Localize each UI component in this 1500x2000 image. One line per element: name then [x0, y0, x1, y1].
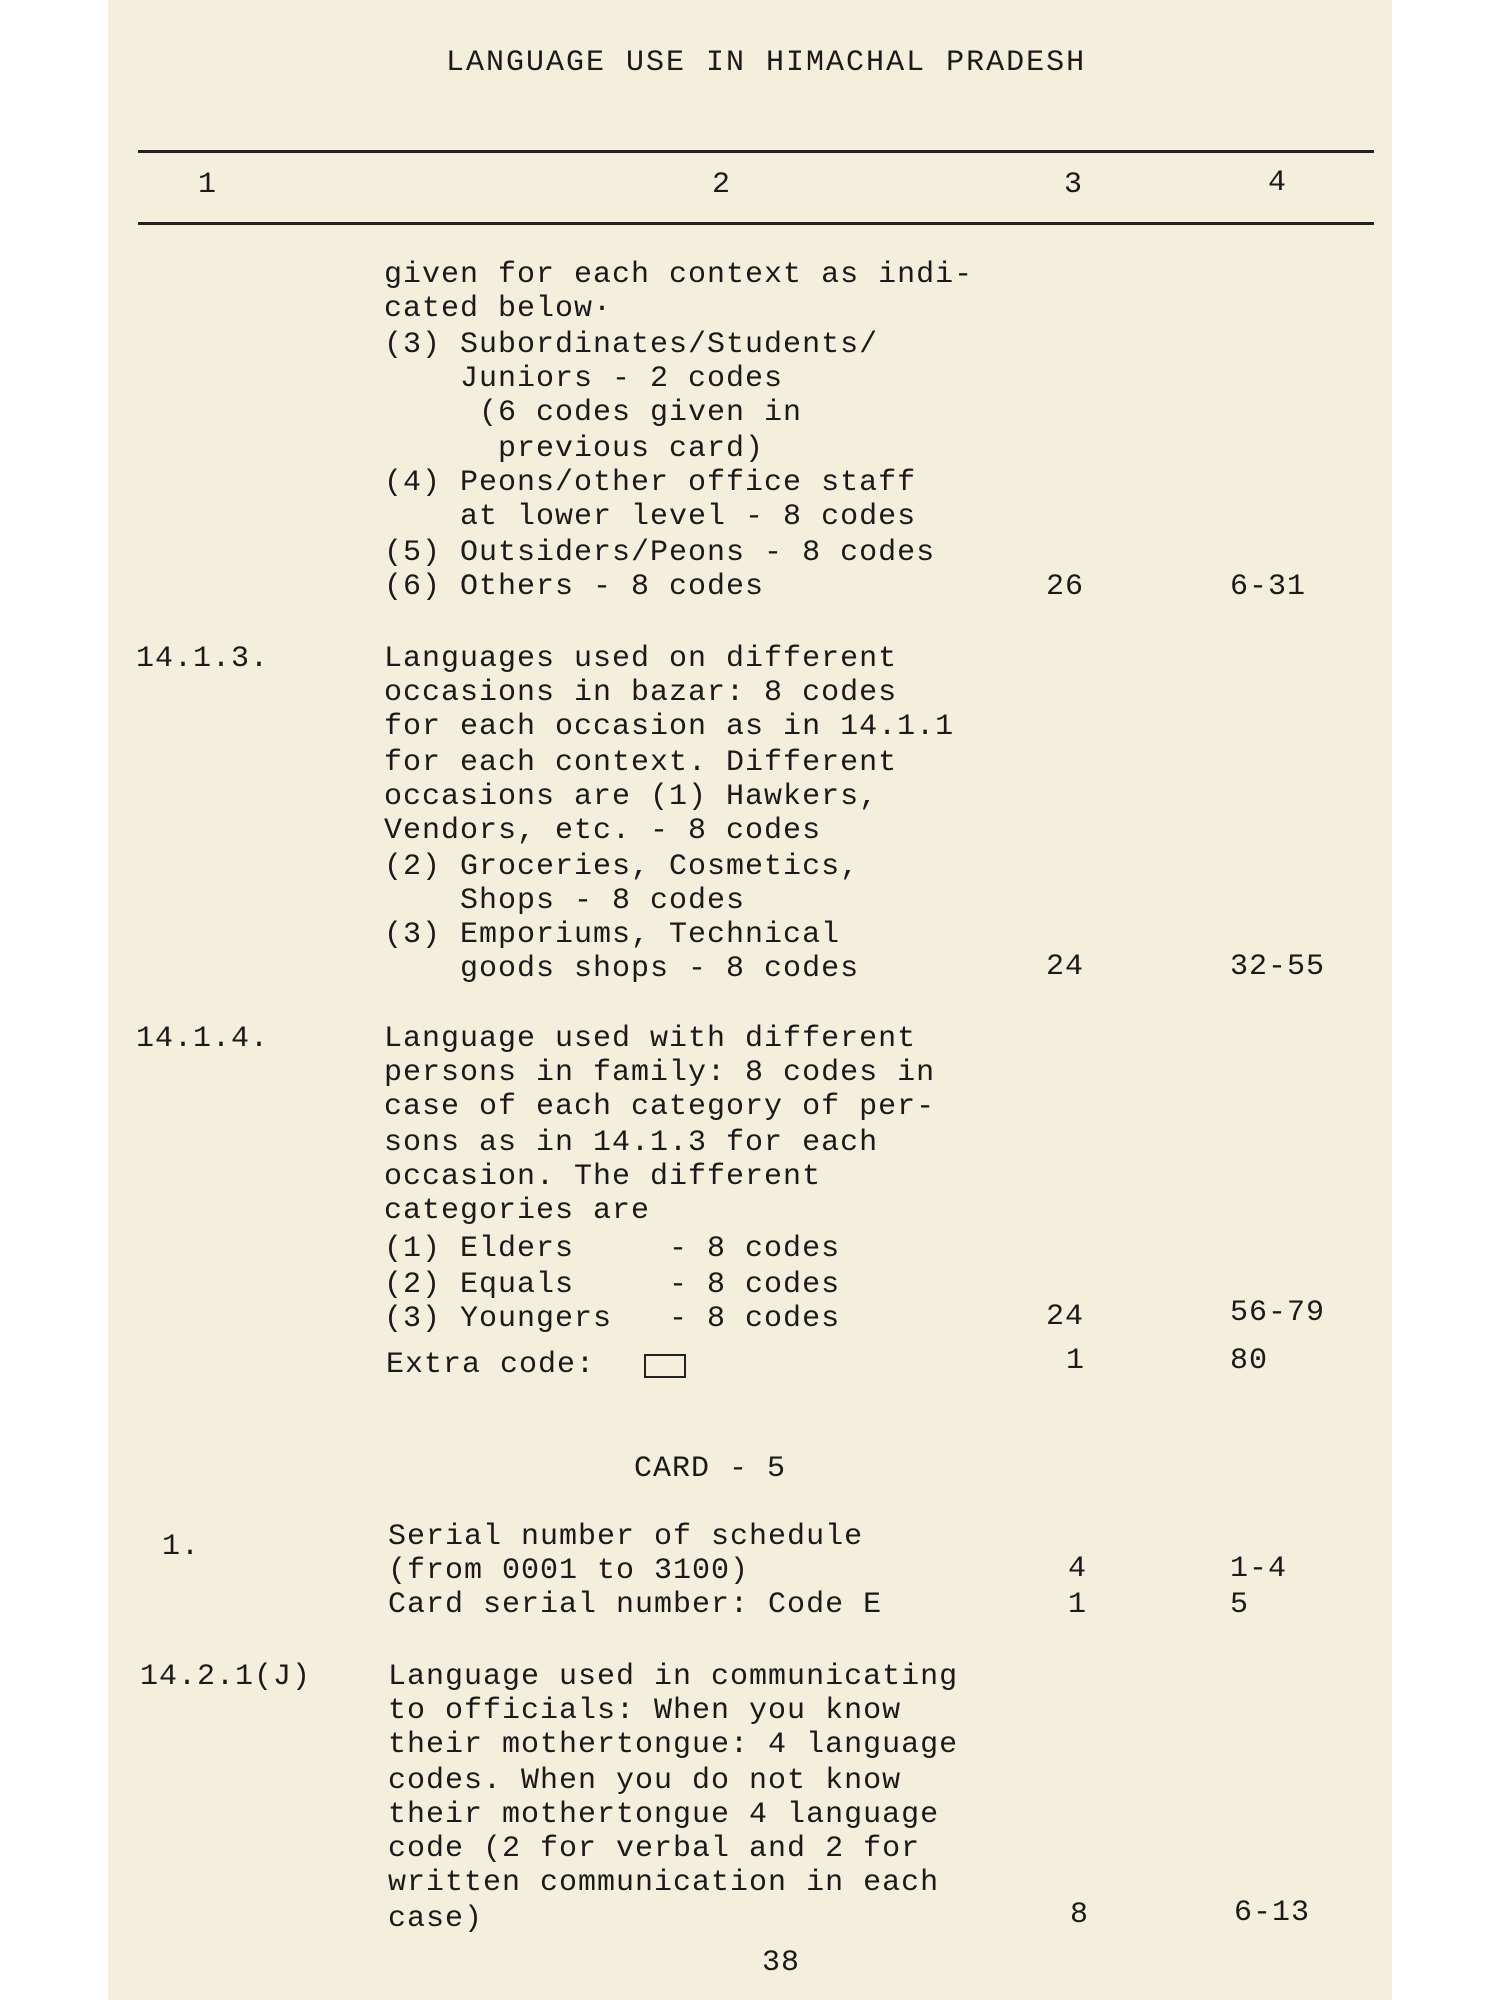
row-text-line: given for each context as indi- [384, 258, 974, 292]
extra-code-box [644, 1354, 686, 1378]
row-text-line: sons as in 14.1.3 for each [384, 1126, 879, 1160]
row-col3-value: 26 [1046, 570, 1085, 604]
card-row-col3-value: 1 [1068, 1588, 1088, 1622]
row-text-line: Juniors - 2 codes [384, 362, 784, 396]
row-text-line: (3) Youngers - 8 codes [384, 1302, 841, 1336]
page-number: 38 [762, 1946, 801, 1980]
row-text-line: Vendors, etc. - 8 codes [384, 814, 822, 848]
row-text-line: occasion. The different [384, 1160, 822, 1194]
page-title: LANGUAGE USE IN HIMACHAL PRADESH [446, 46, 1087, 80]
row-col3-value: 24 [1046, 1300, 1085, 1334]
card-row-text-line: Language used in communicating [388, 1660, 959, 1694]
row-text-line: goods shops - 8 codes [384, 952, 860, 986]
row-text-line: (2) Groceries, Cosmetics, [384, 850, 860, 884]
header-bottom-rule [138, 222, 1374, 225]
row-col4-value: 32-55 [1230, 950, 1326, 984]
row-code: 14.1.3. [136, 642, 270, 676]
column-header-1: 1 [198, 168, 218, 202]
row-text-line: previous card) [384, 432, 765, 466]
row-text-line: Languages used on different [384, 642, 898, 676]
row-text-line: (6 codes given in [384, 396, 803, 430]
card-row-code: 14.2.1(J) [140, 1660, 312, 1694]
card-row-col3-value: 4 [1068, 1552, 1088, 1586]
card-row-text-line: codes. When you do not know [388, 1764, 902, 1798]
row-text-line: (6) Others - 8 codes [384, 570, 765, 604]
row-text-line: cated below· [384, 292, 613, 326]
card-heading: CARD - 5 [634, 1452, 787, 1486]
card-row-text-line: case) [388, 1902, 484, 1936]
row-text-line: (3) Subordinates/Students/ [384, 328, 879, 362]
card-row-col4-value: 6-13 [1234, 1896, 1311, 1930]
card-row-col4-value: 1-4 [1230, 1552, 1288, 1586]
row-text-line: (1) Elders - 8 codes [384, 1232, 841, 1266]
row-text-line: occasions are (1) Hawkers, [384, 780, 879, 814]
row-text-line: (5) Outsiders/Peons - 8 codes [384, 536, 936, 570]
card-row-col3-value: 8 [1070, 1898, 1090, 1932]
row-text-line: at lower level - 8 codes [384, 500, 917, 534]
row-col4-value: 56-79 [1230, 1296, 1326, 1330]
card-row-text-line: Serial number of schedule [388, 1520, 864, 1554]
extra-code-label: Extra code: [386, 1348, 596, 1382]
row-text-line: (4) Peons/other office staff [384, 466, 917, 500]
row-text-line: categories are [384, 1194, 651, 1228]
row-col4-value: 80 [1230, 1344, 1269, 1378]
row-text-line: Language used with different [384, 1022, 917, 1056]
header-top-rule [138, 150, 1374, 153]
row-text-line: persons in family: 8 codes in [384, 1056, 936, 1090]
row-text-line: occasions in bazar: 8 codes [384, 676, 898, 710]
row-text-line: (2) Equals - 8 codes [384, 1268, 841, 1302]
row-code: 14.1.4. [136, 1022, 270, 1056]
row-text-line: for each occasion as in 14.1.1 [384, 710, 955, 744]
card-row-text-line: code (2 for verbal and 2 for [388, 1832, 921, 1866]
card-row-text-line: their mothertongue 4 language [388, 1798, 940, 1832]
card-row-text-line: Card serial number: Code E [388, 1588, 883, 1622]
row-text-line: for each context. Different [384, 746, 898, 780]
card-row-text-line: written communication in each [388, 1866, 940, 1900]
row-col3-value: 24 [1046, 950, 1085, 984]
column-header-2: 2 [712, 168, 732, 202]
column-header-4: 4 [1268, 166, 1288, 200]
card-row-col4-value: 5 [1230, 1588, 1250, 1622]
card-row-text-line: their mothertongue: 4 language [388, 1728, 959, 1762]
card-row-text-line: to officials: When you know [388, 1694, 902, 1728]
row-col3-value: 1 [1066, 1344, 1086, 1378]
card-row-text-line: (from 0001 to 3100) [388, 1554, 750, 1588]
row-text-line: case of each category of per- [384, 1090, 936, 1124]
card-row-code: 1. [162, 1530, 201, 1564]
row-text-line: Shops - 8 codes [384, 884, 746, 918]
row-text-line: (3) Emporiums, Technical [384, 918, 841, 952]
row-col4-value: 6-31 [1230, 570, 1307, 604]
column-header-3: 3 [1064, 168, 1084, 202]
